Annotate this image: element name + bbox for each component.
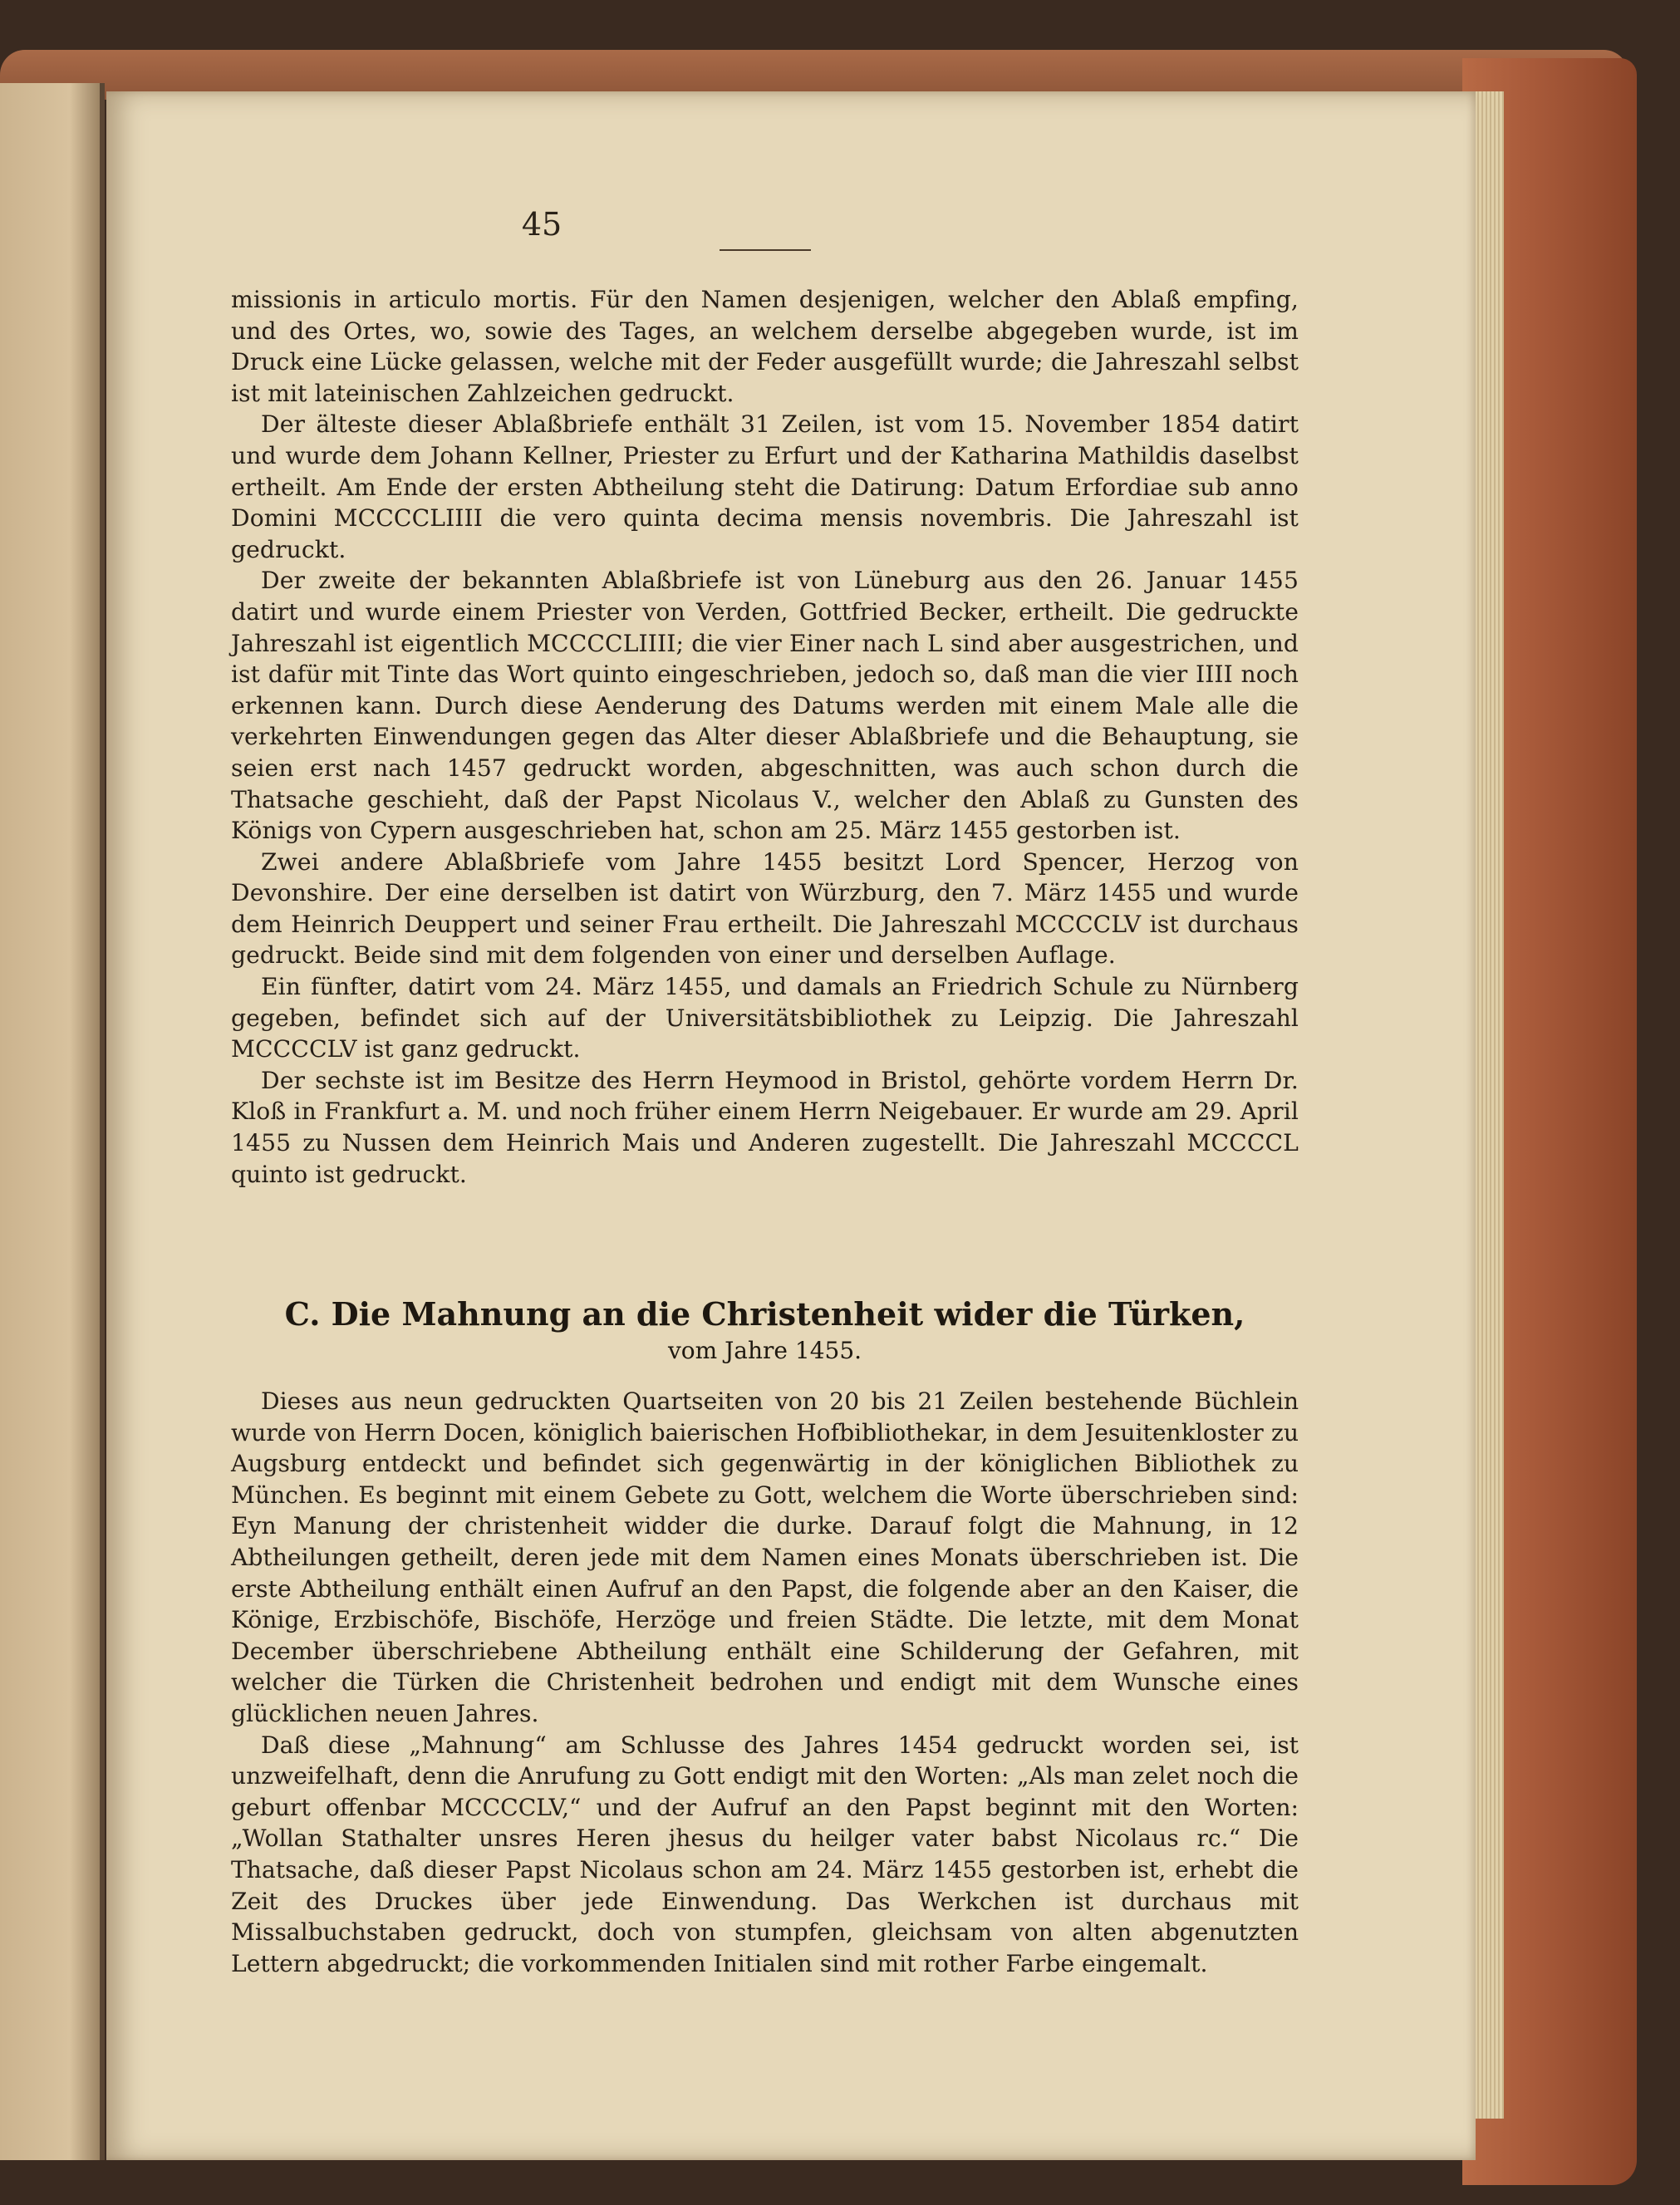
page-number: 45: [521, 206, 562, 243]
body-text-top: [231, 284, 1299, 1190]
book-page: [106, 91, 1476, 2160]
section-heading: [231, 1294, 1299, 1368]
facing-page-edge: [0, 83, 105, 2160]
paragraph: Der älteste dieser Ablaßbriefe enthält 31 Zeilen, ist vom 15. November 1854 datirt und wurde dem Johann Kellner, Priester zu Erfurt und der Katharina Mathildis daselbst ertheilt. Am Ende der ersten Abtheilung steht die Datirung: Datum Erfordiae sub anno Domini MCCCCLIIII die vero quinta decima mensis novembris. Die Jahreszahl ist gedruckt.: [231, 410, 1299, 563]
paragraph: Zwei andere Ablaßbriefe vom Jahre 1455 besitzt Lord Spencer, Herzog von Devonshire. Der eine derselben ist datirt von Würzburg, den 7. März 1455 und wurde dem Heinrich Deuppert und seiner Frau ertheilt. Die Jahreszahl MCCCCLV ist durchaus gedruckt. Beide sind mit dem folgenden von einer und derselben Auflage.: [231, 847, 1299, 970]
section-title: C. Die Mahnung an die Christenheit wider die Türken,: [284, 1295, 1245, 1333]
body-text-bottom: [231, 1386, 1299, 1979]
paragraph: Ein fünfter, datirt vom 24. März 1455, und damals an Friedrich Schule zu Nürnberg gegeben, befindet sich auf der Universitätsbibliothek zu Leipzig. Die Jahreszahl MCCCCLV ist ganz gedruckt.: [231, 973, 1299, 1063]
paragraph: Dieses aus neun gedruckten Quartseiten von 20 bis 21 Zeilen bestehende Büchlein wurde von Herrn Docen, königlich baierischen Hofbibliothekar, in dem Jesuitenkloster zu Augsburg entdeckt und befindet sich gegenwärtig in der königlichen Bibliothek zu München. Es beginnt mit einem Gebete zu Gott, welchem die Worte überschrieben sind: Eyn Manung der christenheit widder die durke. Darauf folgt die Mahnung, in 12 Abtheilungen getheilt, deren jede mit dem Namen eines Monats überschrieben ist. Die erste Abtheilung enthält einen Aufruf an den Papst, die folgende aber an den Kaiser, die Könige, Erzbischöfe, Bischöfe, Herzöge und freien Städte. Die letzte, mit dem Monat December überschriebene Abtheilung enthält eine Schilderung der Gefahren, mit welcher die Türken die Christenheit bedrohen und endigt mit dem Wunsche eines glücklichen neuen Jahres.: [231, 1387, 1299, 1727]
paragraph: Der sechste ist im Besitze des Herrn Heymood in Bristol, gehörte vordem Herrn Dr. Kloß in Frankfurt a. M. und noch früher einem Herrn Neigebauer. Er wurde am 29. April 1455 zu Nussen dem Heinrich Mais und Anderen zugestellt. Die Jahreszahl MCCCCL quinto ist gedruckt.: [231, 1066, 1299, 1188]
section-subtitle: vom Jahre 1455.: [667, 1337, 862, 1364]
paragraph: missionis in articulo mortis. Für den Namen desjenigen, welcher den Ablaß empfing, und des Ortes, wo, sowie des Tages, an welchem derselbe abgegeben wurde, ist im Druck eine Lücke gelassen, welche mit der Feder ausgefüllt wurde; die Jahreszahl selbst ist mit lateinischen Zahlzeichen gedruckt.: [231, 286, 1299, 407]
page-number-rule: [720, 249, 811, 251]
page-edges: [1471, 91, 1504, 2119]
paragraph: Der zweite der bekannten Ablaßbriefe ist von Lüneburg aus den 26. Januar 1455 datirt und wurde einem Priester von Verden, Gottfried Becker, ertheilt. Die gedruckte Jahreszahl ist eigentlich MCCCCLIIII; die vier Einer nach L sind aber ausgestrichen, und ist dafür mit Tinte das Wort quinto eingeschrieben, jedoch so, daß man die vier IIII noch erkennen kann. Durch diese Aenderung des Datums werden mit einem Male alle die verkehrten Einwendungen gegen das Alter dieser Ablaßbriefe und die Behauptung, sie seien erst nach 1457 gedruckt worden, abgeschnitten, was auch schon durch die Thatsache geschieht, daß der Papst Nicolaus V., welcher den Ablaß zu Gunsten des Königs von Cypern ausgeschrieben hat, schon am 25. März 1455 gestorben ist.: [231, 567, 1299, 845]
paragraph: Daß diese „Mahnung“ am Schlusse des Jahres 1454 gedruckt worden sei, ist unzweifelhaft, denn die Anrufung zu Gott endigt mit den Worten: „Als man zelet noch die geburt offenbar MCCCCLV,“ und der Aufruf an den Papst beginnt mit den Worten: „Wollan Stathalter unsres Heren jhesus du heilger vater babst Nicolaus rc.“ Die Thatsache, daß dieser Papst Nicolaus schon am 24. März 1455 gestorben ist, erhebt die Zeit des Druckes über jede Einwendung. Das Werkchen ist durchaus mit Missalbuchstaben gedruckt, doch von stumpfen, gleichsam von alten abgenutzten Lettern abgedruckt; die vorkommenden Initialen sind mit rother Farbe eingemalt.: [231, 1731, 1299, 1977]
